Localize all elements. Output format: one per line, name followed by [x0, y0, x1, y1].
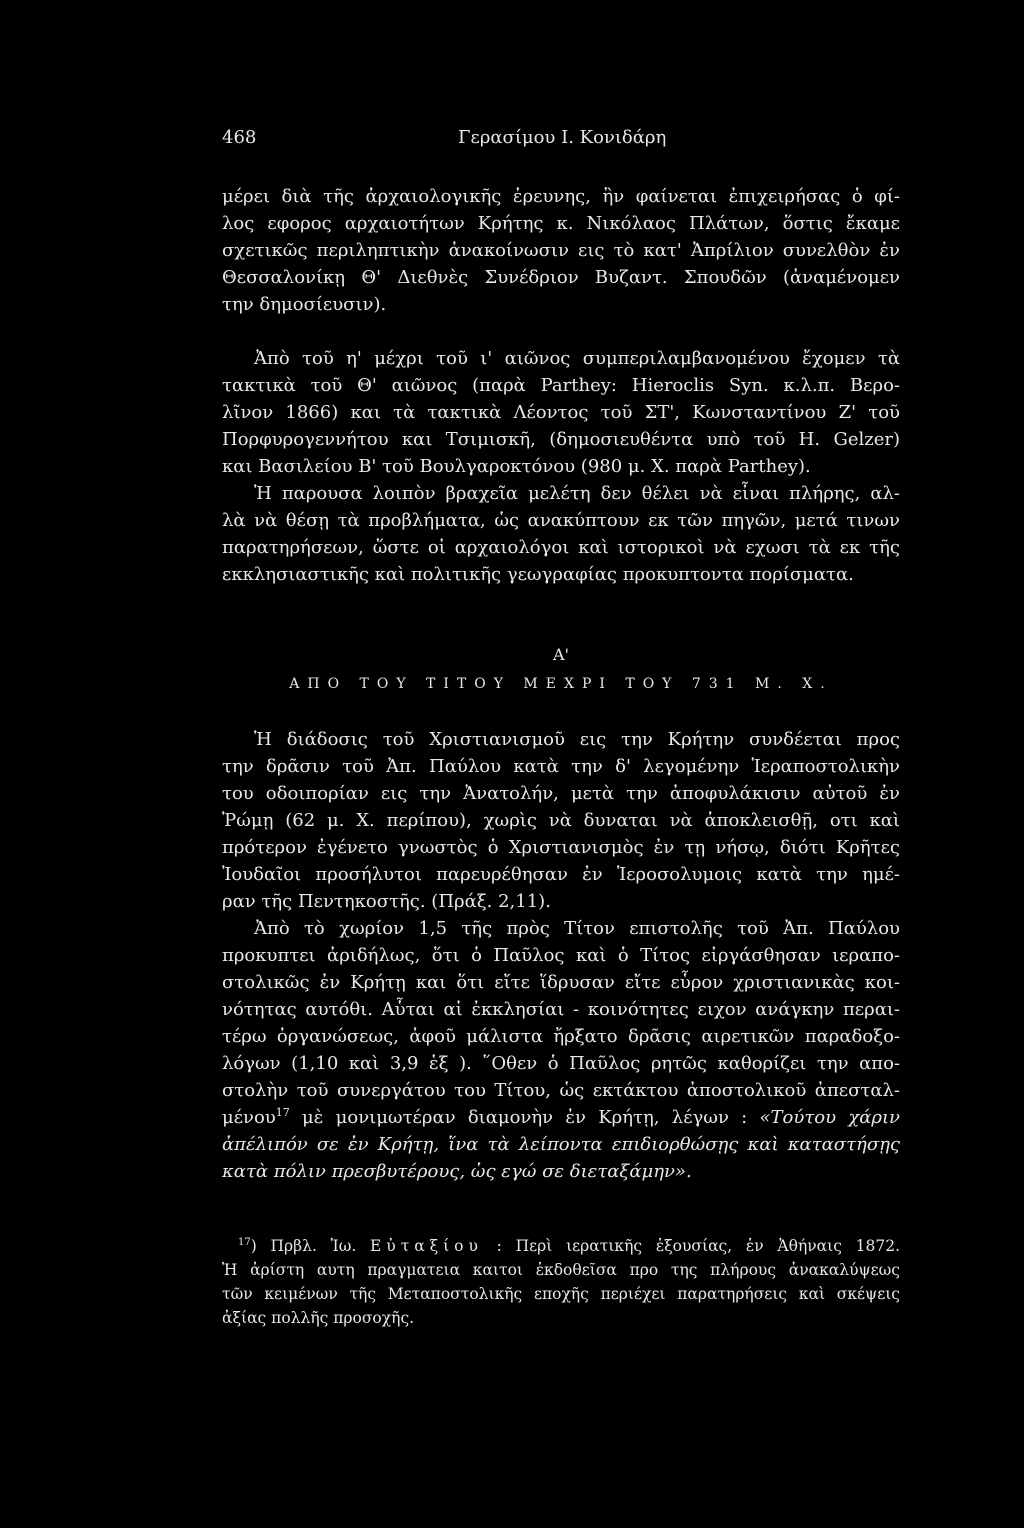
text-line	[222, 1104, 900, 1131]
footnote-marker: 17	[238, 1237, 251, 1248]
text-line: πρότερον ἐγένετο γνωστὸς ὁ Χριστιανισμὸς ἐν τῃ νήσῳ, διότι Κρῆτες	[222, 837, 900, 858]
quotation-start: «Τούτου χάριν	[759, 1107, 900, 1128]
footnote-reference: 17	[275, 1106, 290, 1119]
quotation-line: ἀπέλιπόν σε ἐν Κρήτῃ, ἵνα τὰ λείποντα επιδιορθώσῃς καὶ καταστήσῃς	[222, 1134, 900, 1155]
text-line: του οδοιπορίαν εις την Ἀνατολήν, μετὰ την ἀποφυλάκισιν αὐτοῦ ἐν	[222, 783, 900, 804]
paragraph-group	[222, 726, 900, 1185]
section-title: ΑΠΟ ΤΟΥ ΤΙΤΟΥ ΜΕΧΡΙ ΤΟΥ 731 Μ. Χ.	[289, 676, 833, 692]
text-line: Ῥώμῃ (62 μ. Χ. περίπου), χωρὶς νὰ δυναται νὰ ἀποκλεισθῇ, οτι καὶ	[222, 810, 900, 831]
paragraph	[222, 345, 900, 480]
text-line: Πορφυρογεννήτου και Τσιμισκῆ, (δημοσιευθέντα υπὸ τοῦ H. Gelzer)	[222, 429, 900, 450]
text-fragment: μένου	[222, 1107, 276, 1128]
paragraph	[222, 915, 900, 1185]
cited-author: Εὐταξίου	[370, 1237, 483, 1255]
paragraph	[222, 726, 900, 915]
text-line: νότητας αυτόθι. Αὗται αἱ ἐκκλησίαι - κοινότητες ειχον ανάγκην περαι-	[222, 999, 900, 1020]
quotation-line: κατὰ πόλιν πρεσβυτέρους, ὡς εγώ σε διεταξάμην».	[222, 1161, 692, 1182]
text-line: Θεσσαλονίκῃ Θ' Διεθνὲς Συνέδριον Βυζαντ. Σπουδῶν (ἀναμένομεν	[222, 267, 900, 288]
text-line: την δρᾶσιν τοῦ Ἀπ. Παύλου κατὰ την δ' λεγομένην Ἱεραποστολικὴν	[222, 756, 900, 777]
text-line: και Βασιλείου Β' τοῦ Βουλγαροκτόνου (980 μ. Χ. παρὰ Parthey).	[222, 456, 811, 477]
section-numeral: Α'	[553, 645, 569, 664]
text-line: Ἀπὸ τοῦ η' μέχρι τοῦ ι' αιῶνος συμπεριλαμβανομένου ἔχομεν τὰ	[254, 348, 900, 369]
text-line: ραν τῆς Πεντηκοστῆς. (Πράξ. 2,11).	[222, 891, 551, 912]
footnote-line: τῶν κειμένων τῆς Μεταποστολικῆς εποχῆς περιέχει παρατηρήσεις καὶ σκέψεις	[222, 1285, 900, 1303]
text-line: στολικῶς ἐν Κρήτῃ και ὅτι εἴτε ἵδρυσαν εἴτε εὗρον χριστιανικὰς κοι-	[222, 972, 900, 993]
text-line: παρατηρήσεων, ὥστε οἱ αρχαιολόγοι καὶ ιστορικοὶ νὰ εχωσι τὰ εκ τῆς	[222, 537, 900, 558]
text-line: λόγων (1,10 καὶ 3,9 ἑξ ). ῞Οθεν ὁ Παῦλος ρητῶς καθορίζει την απο-	[222, 1053, 900, 1074]
text-fragment: : Περὶ ιερατικῆς ἐξουσίας, ἐν Ἀθήναις 1872.	[482, 1237, 900, 1255]
text-line: λῖνον 1866) και τὰ τακτικὰ Λέοντος τοῦ ΣΤ', Κωνσταντίνου Ζ' τοῦ	[222, 402, 900, 423]
running-header	[0, 124, 1024, 151]
text-line: εκκλησιαστικῆς καὶ πολιτικῆς γεωγραφίας προκυπτοντα πορίσματα.	[222, 564, 854, 585]
text-line: λὰ νὰ θέσῃ τὰ προβλήματα, ὡς ανακύπτουν εκ τῶν πηγῶν, μετά τινων	[222, 510, 900, 531]
text-line: τακτικὰ τοῦ Θ' αιῶνος (παρὰ Parthey: Hieroclis Syn. κ.λ.π. Βερο-	[222, 375, 900, 396]
footnote-line: ἀξίας πολλῆς προσοχῆς.	[222, 1309, 415, 1327]
text-line: Ἡ παρουσα λοιπὸν βραχεῖα μελέτη δεν θέλει νὰ εἶναι πλήρης, αλ-	[254, 483, 900, 504]
text-line: τέρω ὀργανώσεως, ἀφοῦ μάλιστα ἤρξατο δρᾶσις αιρετικῶν παραδοξο-	[222, 1026, 900, 1047]
text-line: Ἡ διάδοσις τοῦ Χριστιανισμοῦ εις την Κρήτην συνδέεται προς	[254, 729, 900, 750]
paragraph	[222, 183, 900, 318]
text-line: μέρει διὰ τῆς ἀρχαιολογικῆς ἐρευνης, ἣν φαίνεται ἐπιχειρήσας ὁ φί-	[222, 186, 900, 207]
footnote-line: Ἡ ἀρίστη αυτη πραγματεια καιτοι ἐκδοθεῖσα προ της πλήρους ἀνακαλύψεως	[222, 1261, 900, 1279]
text-line: προκυπτει ἀριδήλως, ὅτι ὁ Παῦλος καὶ ὁ Τίτος εἰργάσθησαν ιεραπο-	[222, 945, 900, 966]
text-fragment: ) Πρβλ. Ἰω.	[250, 1237, 371, 1255]
text-fragment: μὲ μονιμωτέραν διαμονὴν ἐν Κρήτῃ, λέγων :	[289, 1107, 760, 1128]
text-line: σχετικῶς περιληπτικὴν ἀνακοίνωσιν εις τὸ κατ' Ἀπρίλιον συνελθὸν ἐν	[222, 240, 900, 261]
footnote-line	[222, 1234, 900, 1258]
footnote	[222, 1234, 900, 1330]
text-line: Ἀπὸ τὸ χωρίον 1,5 τῆς πρὸς Τίτον επιστολῆς τοῦ Ἀπ. Παύλου	[254, 918, 900, 939]
text-line: την δημοσίευσιν).	[222, 294, 387, 315]
paragraph-group	[222, 345, 900, 588]
text-line: λος εφορος αρχαιοτήτων Κρήτης κ. Νικόλαος Πλάτων, ὅστις ἔκαμε	[222, 213, 900, 234]
running-title: Γερασίμου Ι. Κονιδάρη	[458, 127, 667, 148]
paragraph	[222, 480, 900, 588]
text-line: στολὴν τοῦ συνεργάτου του Τίτου, ὡς εκτάκτου ἀποστολικοῦ ἀπεσταλ-	[222, 1080, 900, 1101]
page-number: 468	[222, 127, 257, 148]
text-line: Ἰουδαῖοι προσήλυτοι παρευρέθησαν ἐν Ἱεροσολυμοις κατὰ την ημέ-	[222, 864, 900, 885]
